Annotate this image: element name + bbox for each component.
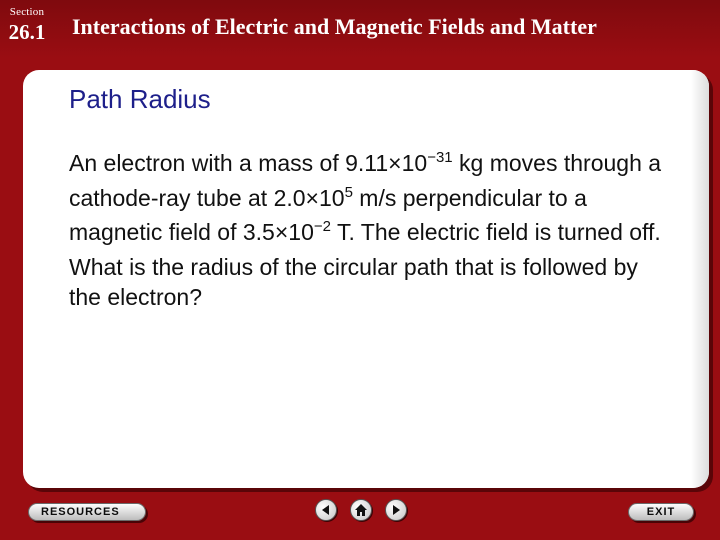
exponent-3: −2	[313, 218, 331, 236]
header-bar	[0, 0, 720, 58]
next-slide-button[interactable]	[385, 499, 407, 521]
home-icon	[354, 503, 368, 517]
section-label: Section	[9, 6, 45, 18]
problem-text-part-2: kg moves through a cathode-ray tube at 2.0×10	[69, 150, 662, 211]
problem-text-part-3: m/s perpendicular to a magnetic field of 3.5×10	[69, 184, 587, 246]
section-number: 26.1	[8, 20, 46, 44]
slide-title: Path Radius	[69, 84, 211, 114]
section-badge	[0, 2, 54, 52]
problem-text-part-4: T. The electric field is turned off. What is the radius of the circular path that is followed by the electron?	[69, 219, 661, 311]
exponent-1: −31	[427, 149, 453, 166]
chapter-title: Interactions of Electric and Magnetic Fields and Matter	[72, 14, 597, 39]
previous-slide-button[interactable]	[315, 499, 337, 521]
footer-bar	[0, 488, 720, 540]
prev-arrow-icon	[319, 503, 333, 517]
problem-text	[69, 148, 669, 313]
problem-text-part-1: An electron with a mass of 9.11×10	[69, 150, 428, 176]
next-arrow-icon	[389, 503, 403, 517]
exit-button[interactable]: EXIT	[628, 503, 694, 521]
home-button[interactable]	[350, 499, 372, 521]
exponent-2: 5	[344, 183, 353, 201]
content-panel	[23, 70, 709, 488]
resources-button[interactable]: RESOURCES	[28, 503, 146, 521]
